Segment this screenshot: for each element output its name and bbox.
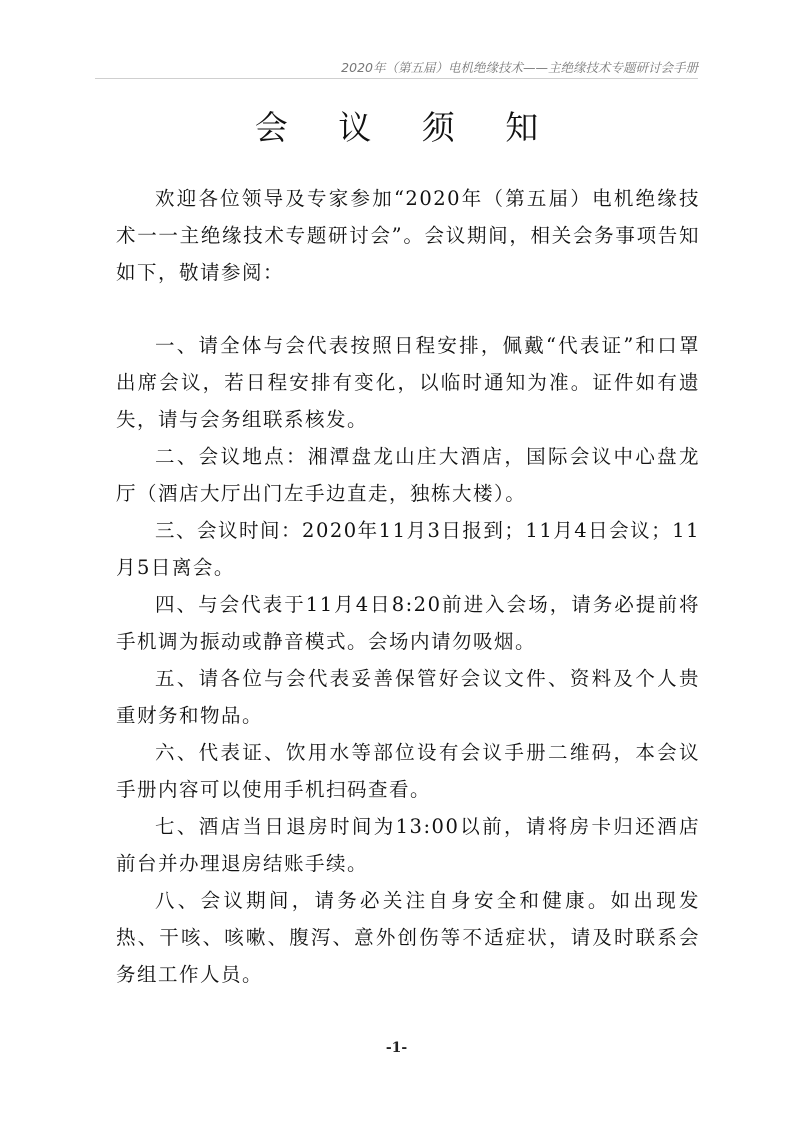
intro-paragraph: 欢迎各位领导及专家参加“2020年（第五届）电机绝缘技术一一主绝缘技术专题研讨会”。会议期间，相关会务事项告知如下，敬请参阅：: [116, 187, 700, 284]
page-number: -1-: [385, 1040, 408, 1056]
notice-item-2: 二、会议地点：湘潭盘龙山庄大酒店，国际会议中心盘龙厅（酒店大厅出门左手边直走，独栋大楼）。: [116, 445, 700, 505]
notice-item-8: 八、会议期间，请务必关注自身安全和健康。如出现发热、干咳、咳嗽、腹泻、意外创伤等不适症状，请及时联系会务组工作人员。: [116, 889, 700, 986]
document-body: [116, 180, 700, 993]
notice-item-6: 六、代表证、饮用水等部位设有会议手册二维码，本会议手册内容可以使用手机扫码查看。: [116, 741, 700, 801]
notice-item-5: 五、请各位与会代表妥善保管好会议文件、资料及个人贵重财务和物品。: [116, 667, 700, 727]
page-title: 会 议 须 知: [254, 108, 559, 147]
notice-item-1: 一、请全体与会代表按照日程安排，佩戴“代表证”和口罩出席会议，若日程安排有变化，以临时通知为准。证件如有遗失，请与会务组联系核发。: [116, 334, 700, 431]
notice-item-4: 四、与会代表于11月4日8:20前进入会场，请务必提前将手机调为振动或静音模式。会场内请勿吸烟。: [116, 593, 700, 653]
running-header: 2020年（第五届）电机绝缘技术——主绝缘技术专题研讨会手册: [341, 60, 698, 75]
notice-item-7: 七、酒店当日退房时间为13:00以前，请将房卡归还酒店前台并办理退房结账手续。: [116, 815, 700, 875]
notice-item-3: 三、会议时间：2020年11月3日报到；11月4日会议；11月5日离会。: [116, 519, 700, 579]
header-divider: [95, 78, 698, 79]
